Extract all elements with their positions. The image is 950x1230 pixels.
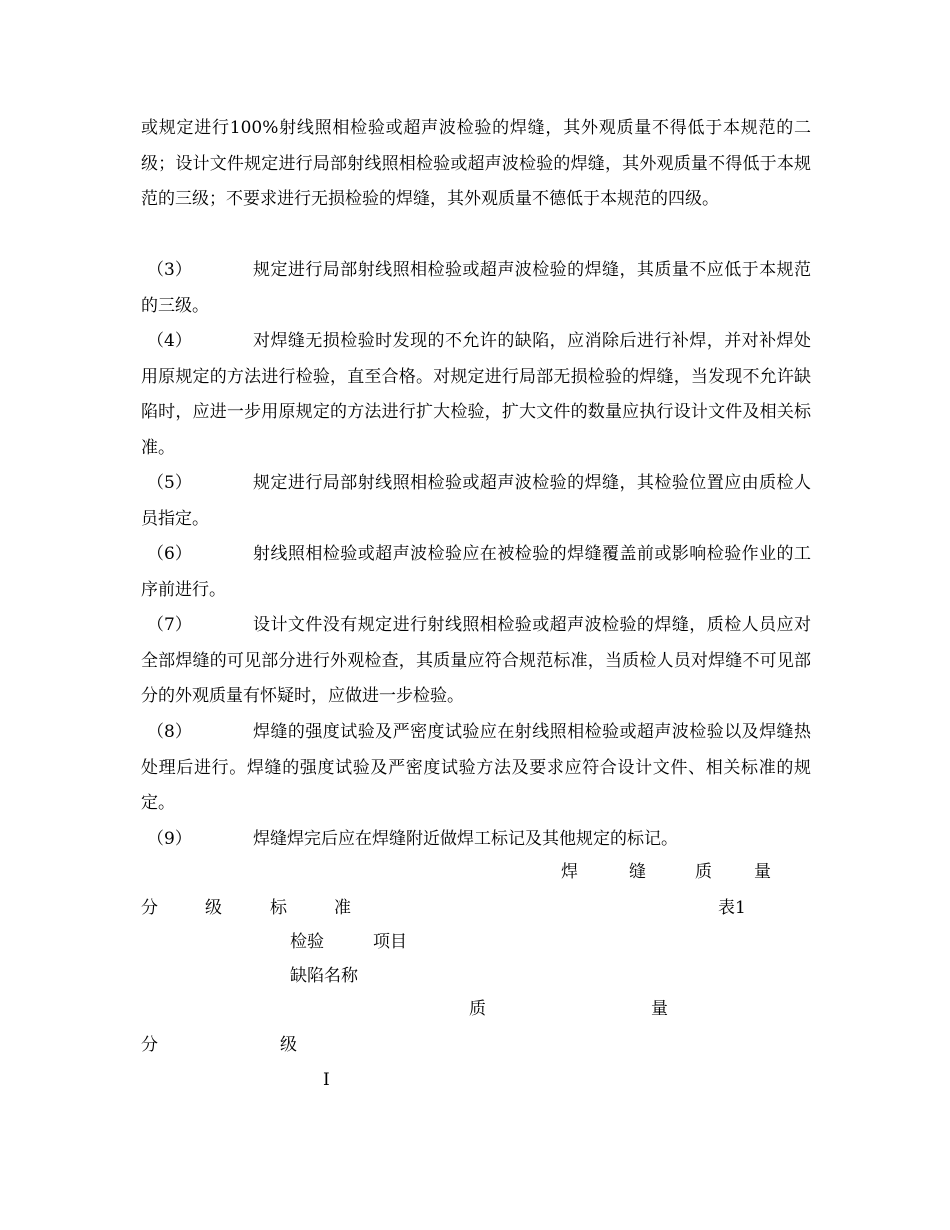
header-grade-char: 级 [280,1035,297,1055]
table-title-char: 分 [141,898,158,918]
header-item-label: 项目 [373,932,407,952]
list-item-6 [141,537,811,608]
item-number: （6） [147,544,192,564]
header-grade-char: 分 [141,1035,158,1055]
item-text: 焊缝的强度试验及严密度试验应在射线照相检验或超声波检验以及焊缝热处理后进行。焊缝的强度试验及严密度试验方法及要求应符合设计文件、相关标准的规定。 [141,722,811,813]
item-number: （4） [147,331,192,351]
item-text: 规定进行局部射线照相检验或超声波检验的焊缝，其质量不应低于本规范的三级。 [141,260,811,316]
item-number: （8） [147,722,192,742]
list-item-8 [141,715,811,822]
item-text: 射线照相检验或超声波检验应在被检验的焊缝覆盖前或影响检验作业的工序前进行。 [141,544,811,600]
list-item-3 [141,253,811,324]
item-text: 规定进行局部射线照相检验或超声波检验的焊缝，其检验位置应由质检人员指定。 [141,473,811,529]
list-item-5 [141,466,811,537]
header-quality-char: 量 [651,999,668,1019]
table-title-char: 缝 [629,862,646,882]
table-title-char: 量 [754,862,771,882]
list-item-4 [141,324,811,466]
table-title-char: 级 [205,898,222,918]
item-number: （7） [147,615,192,635]
header-check-label: 检验 [290,932,324,952]
header-quality-char: 质 [469,999,486,1019]
table-title-char: 标 [270,898,287,918]
table-title-char: 准 [334,898,351,918]
table-number: 表1 [718,898,746,918]
item-text: 设计文件没有规定进行射线照相检验或超声波检验的焊缝，质检人员应对全部焊缝的可见部分进行外观检查，其质量应符合规范标准，当质检人员对焊缝不可见部分的外观质量有怀疑时，应做进一步检验。 [141,615,811,706]
list-item-7 [141,608,811,715]
header-defect-name: 缺陷名称 [290,966,358,986]
list-item-9 [141,822,811,858]
item-number: （3） [147,260,192,280]
item-text: 对焊缝无损检验时发现的不允许的缺陷，应消除后进行补焊，并对补焊处用原规定的方法进行检验，直至合格。对规定进行局部无损检验的焊缝，当发现不允许缺陷时，应进一步用原规定的方法进行扩大检验，扩大文件的数量应执行设计文件及相关标准。 [141,331,811,458]
table-title-char: 质 [695,862,712,882]
item-number: （9） [147,829,192,849]
item-number: （5） [147,473,192,493]
header-grade-one: Ⅰ [323,1070,330,1090]
table-title-char: 焊 [561,862,578,882]
intro-paragraph: 或规定进行100%射线照相检验或超声波检验的焊缝，其外观质量不得低于本规范的二级；设计文件规定进行局部射线照相检验或超声波检验的焊缝，其外观质量不得低于本规范的三级；不要求进行无损检验的焊缝，其外观质量不德低于本规范的四级。 [141,118,811,209]
item-text: 焊缝焊完后应在焊缝附近做焊工标记及其他规定的标记。 [253,829,678,849]
